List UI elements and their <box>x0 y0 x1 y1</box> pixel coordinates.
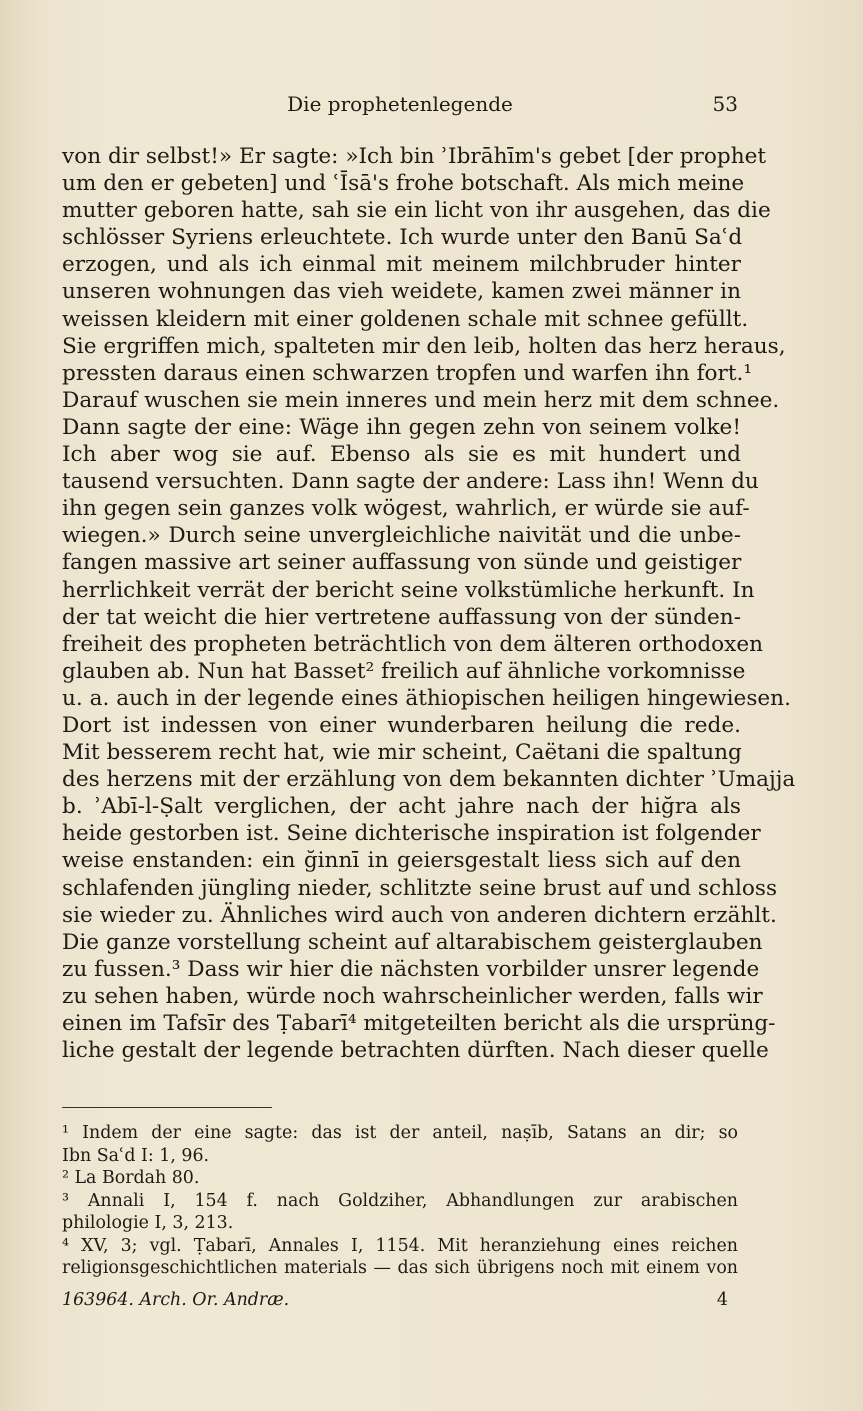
text-line: Darauf wuschen sie mein inneres und mein herz mit dem schnee. <box>62 387 780 413</box>
text-line: liche gestalt der legende betrachten dürften. Nach dieser quelle <box>62 1038 769 1064</box>
footnotes <box>62 1122 738 1280</box>
signature-line <box>62 1290 728 1310</box>
text-line: b. ʾAbī-l-Ṣalt verglichen, der acht jahre nach der hiğra als <box>62 794 741 820</box>
text-line: sie wieder zu. Ähnliches wird auch von anderen dichtern erzählt. <box>62 902 777 928</box>
text-line: Ich aber wog sie auf. Ebenso als sie es mit hundert und <box>62 442 741 468</box>
running-header <box>62 92 738 120</box>
text-line: schlafenden jüngling nieder, schlitzte seine brust auf und schloss <box>62 875 778 901</box>
page-number: 53 <box>712 92 738 116</box>
text-line: pressten daraus einen schwarzen tropfen und warfen ihn fort.¹ <box>62 360 753 386</box>
text-line: zu sehen haben, würde noch wahrscheinlicher werden, falls wir <box>62 983 763 1009</box>
text-line: weise enstanden: ein ğinnī in geiersgestalt liess sich auf den <box>62 848 741 874</box>
text-line: ihn gegen sein ganzes volk wögest, wahrlich, er würde sie auf- <box>62 496 750 522</box>
footnote-line: philologie I, 3, 213. <box>62 1213 234 1233</box>
text-line: herrlichkeit verrät der bericht seine volkstümliche herkunft. In <box>62 577 755 603</box>
text-line: der tat weicht die hier vertretene auffassung von der sünden- <box>62 604 741 630</box>
text-line: wiegen.» Durch seine unvergleichliche naivität und die unbe- <box>62 523 741 549</box>
text-line: tausend versuchten. Dann sagte der andere: Lass ihn! Wenn du <box>62 469 759 495</box>
text-line: um den er gebeten] und ʿĪsā's frohe botschaft. Als mich meine <box>62 171 745 197</box>
text-line: heide gestorben ist. Seine dichterische inspiration ist folgender <box>62 821 761 847</box>
main-text <box>62 143 796 1064</box>
text-line: mutter geboren hatte, sah sie ein licht von ihr ausgehen, das die <box>62 198 771 224</box>
text-line: schlösser Syriens erleuchtete. Ich wurde unter den Banū Saʿd <box>62 225 743 251</box>
text-line: glauben ab. Nun hat Basset² freilich auf ähnliche vorkomnisse <box>62 658 746 684</box>
text-line: von dir selbst!» Er sagte: »Ich bin ʾIbrāhīm's gebet [der prophet <box>62 144 767 169</box>
text-line: freiheit des propheten beträchtlich von dem älteren orthodoxen <box>62 631 764 657</box>
footnote-line: Ibn Saʿd I: 1, 96. <box>62 1145 210 1166</box>
footnote-line: ⁴ XV, 3; vgl. Ṭabarī, Annales I, 1154. Mit heranziehung eines reichen <box>62 1235 738 1256</box>
footnote-line: ² La Bordah 80. <box>62 1168 200 1188</box>
text-line: fangen massive art seiner auffassung von sünde und geistiger <box>62 550 742 576</box>
text-line: Die ganze vorstellung scheint auf altarabischem geisterglauben <box>62 929 763 955</box>
footnote-line: ¹ Indem der eine sagte: das ist der anteil, naṣīb, Satans an dir; so <box>62 1123 738 1143</box>
text-line: des herzens mit der erzählung von dem bekannten dichter ʾUmajja <box>62 767 796 793</box>
text-line: Dort ist indessen von einer wunderbaren heilung die rede. <box>62 712 741 738</box>
text-line: weissen kleidern mit einer goldenen schale mit schnee gefüllt. <box>62 306 749 332</box>
text-line: Mit besserem recht hat, wie mir scheint, Caëtani die spaltung <box>62 740 742 766</box>
text-line: einen im Tafsīr des Ṭabarī⁴ mitgeteilten bericht als die ursprüng- <box>62 1011 776 1036</box>
text-line: erzogen, und als ich einmal mit meinem milchbruder hinter <box>62 252 741 278</box>
sheet-number: 4 <box>716 1290 728 1310</box>
running-title: Die prophetenlegende <box>287 92 513 116</box>
footnote-line: ³ Annali I, 154 f. nach Goldziher, Abhandlungen zur arabischen <box>62 1190 738 1211</box>
text-line: Dann sagte der eine: Wäge ihn gegen zehn von seinem volke! <box>62 414 741 440</box>
text-line: unseren wohnungen das vieh weidete, kamen zwei männer in <box>62 279 741 305</box>
signature-text: 163964. Arch. Or. Andræ. <box>62 1290 290 1310</box>
footnote-rule <box>62 1107 272 1108</box>
text-line: zu fussen.³ Dass wir hier die nächsten vorbilder unsrer legende <box>62 956 760 982</box>
text-line: u. a. auch in der legende eines äthiopischen heiligen hingewiesen. <box>62 685 791 711</box>
text-line: Sie ergriffen mich, spalteten mir den leib, holten das herz heraus, <box>62 333 786 359</box>
footnote-line: religionsgeschichtlichen materials — das sich übrigens noch mit einem von <box>62 1258 738 1278</box>
